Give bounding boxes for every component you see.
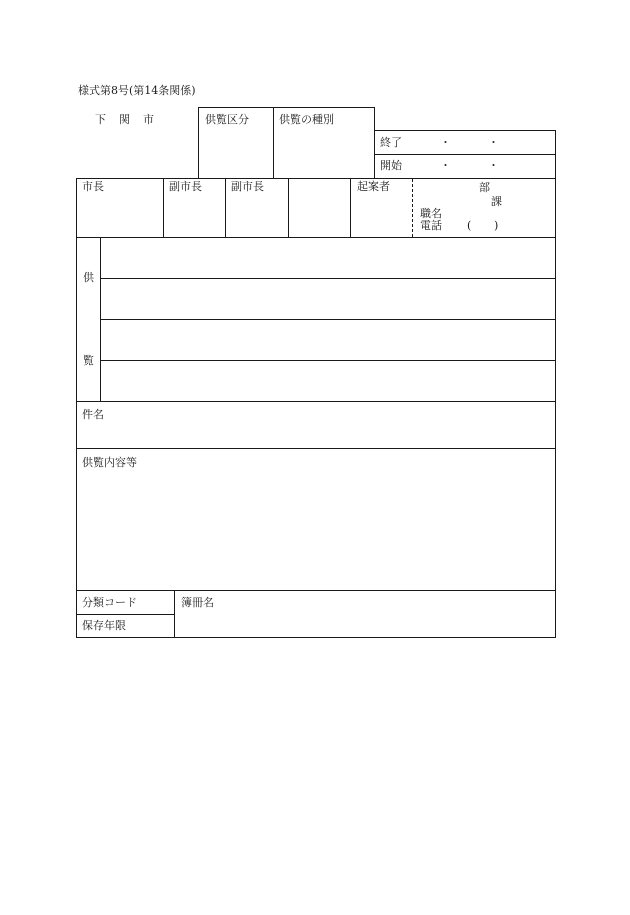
city-name: 下関市 xyxy=(95,113,167,126)
kyoran-bottom-line xyxy=(76,401,556,402)
kyoran-side-top: 供 xyxy=(83,271,94,284)
ka-label: 課 xyxy=(491,195,502,208)
kenmei-bottom-line xyxy=(76,448,556,449)
bu-label: 部 xyxy=(479,181,490,194)
approval-sep-4 xyxy=(350,178,351,237)
fuku-shicho-1-label: 副市長 xyxy=(169,180,202,193)
table-top-line xyxy=(76,178,556,179)
kyoran-shubetsu-label: 供覧の種別 xyxy=(279,113,334,126)
date-right-line xyxy=(555,130,556,178)
kianja-label: 起案者 xyxy=(357,180,390,193)
kyoran-row-line-1 xyxy=(100,278,556,279)
table-right-line xyxy=(555,178,556,638)
denwa-label: 電話 xyxy=(420,219,442,232)
shokumei-label: 職名 xyxy=(420,207,442,220)
approval-sep-1 xyxy=(163,178,164,237)
approval-dashed-sep xyxy=(412,179,413,237)
kenmei-label: 件名 xyxy=(82,408,104,421)
naiyo-label: 供覧内容等 xyxy=(82,456,137,469)
header-right-line xyxy=(374,107,375,178)
table-bottom-line xyxy=(76,637,556,638)
denwa-paren-close: ) xyxy=(494,219,499,232)
approval-sep-3 xyxy=(288,178,289,237)
shuryo-sep-1: ・ xyxy=(440,136,451,149)
bosatsumei-label: 簿冊名 xyxy=(181,596,214,609)
kyoran-kubun-label: 供覧区分 xyxy=(205,113,249,126)
approval-sep-2 xyxy=(225,178,226,237)
approval-bottom-line xyxy=(76,237,556,238)
kyoran-side-bottom: 覧 xyxy=(83,354,94,367)
kaishi-label: 開始 xyxy=(380,159,402,172)
naiyo-bottom-line xyxy=(76,590,556,591)
shuryo-sep-2: ・ xyxy=(488,136,499,149)
bunrui-code-label: 分類コード xyxy=(82,596,137,609)
denwa-paren-open: ( xyxy=(467,219,472,232)
table-left-line xyxy=(76,178,77,638)
kaishi-sep-1: ・ xyxy=(440,159,451,172)
date-mid-line xyxy=(374,154,556,155)
hozon-nengen-label: 保存年限 xyxy=(82,619,126,632)
date-top-line xyxy=(374,130,556,131)
fuku-shicho-2-label: 副市長 xyxy=(231,180,264,193)
kyoran-row-line-3 xyxy=(100,360,556,361)
header-left-line xyxy=(198,107,199,178)
bottom-mid-line xyxy=(76,614,175,615)
header-mid-line xyxy=(273,107,274,178)
header-top-line xyxy=(198,107,375,108)
shicho-label: 市長 xyxy=(82,180,104,193)
shuryo-label: 終了 xyxy=(380,136,402,149)
form-title: 様式第8号(第14条関係) xyxy=(78,84,196,97)
kaishi-sep-2: ・ xyxy=(488,159,499,172)
kyoran-row-line-2 xyxy=(100,319,556,320)
